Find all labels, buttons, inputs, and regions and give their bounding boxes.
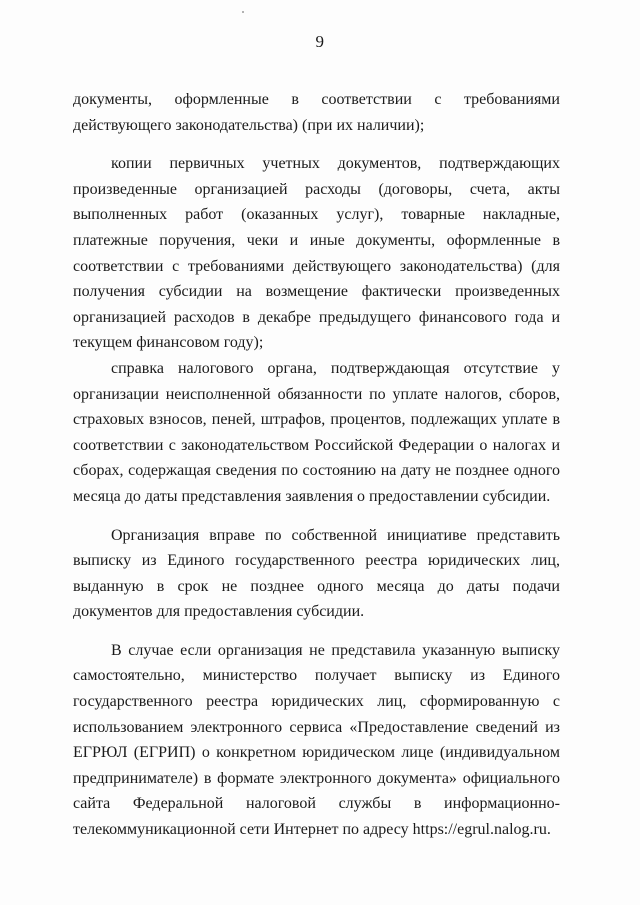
page-number: 9 bbox=[315, 32, 325, 51]
document-body bbox=[73, 87, 560, 843]
paragraph-egrul-extract-ministry: В случае если организация не представила указанную выписку самостоятельно, министерство получает выписку из Единого государственного реестра юридических лиц, сформированную с использованием электронного сервиса «Предоставление сведений из ЕГРЮЛ (ЕГРИП) о конкретном юридическом лице (индивидуальном предпринимателе) в формате электронного документа» официального сайта Федеральной налоговой службы в информационно-телекоммуникационной сети Интернет по адресу https://egrul.nalog.ru. bbox=[73, 641, 560, 839]
paragraph-continuation: документы, оформленные в соответствии с требованиями действующего законодательства) (при их наличии); bbox=[73, 91, 560, 134]
paragraph-tax-certificate: справка налогового органа, подтверждающая отсутствие у организации неисполненной обязанности по уплате налогов, сборов, страховых взносов, пеней, штрафов, процентов, подлежащих уплате в соответствии с законодательством Российской Федерации о налогах и сборах, содержащая сведения по состоянию на дату не позднее одного месяца до даты представления заявления о предоставлении субсидии. bbox=[73, 359, 560, 505]
scan-speck bbox=[242, 11, 244, 13]
paragraph-primary-documents: копии первичных учетных документов, подтверждающих произведенные организацией расходы (договоры, счета, акты выполненных работ (оказанных услуг), товарные накладные, платежные поручения, чеки и иные документы, оформленные в соответствии с требованиями действующего законодательства) (для получения субсидии на возмещение фактически произведенных организацией расходов в декабре предыдущего финансового года и текущем финансовом году); bbox=[73, 155, 560, 352]
paragraph-egrul-extract-initiative: Организация вправе по собственной инициативе представить выписку из Единого государственного реестра юридических лиц, выданную в срок не позднее одного месяца до даты подачи документов для предоставления субсидии. bbox=[73, 526, 560, 621]
